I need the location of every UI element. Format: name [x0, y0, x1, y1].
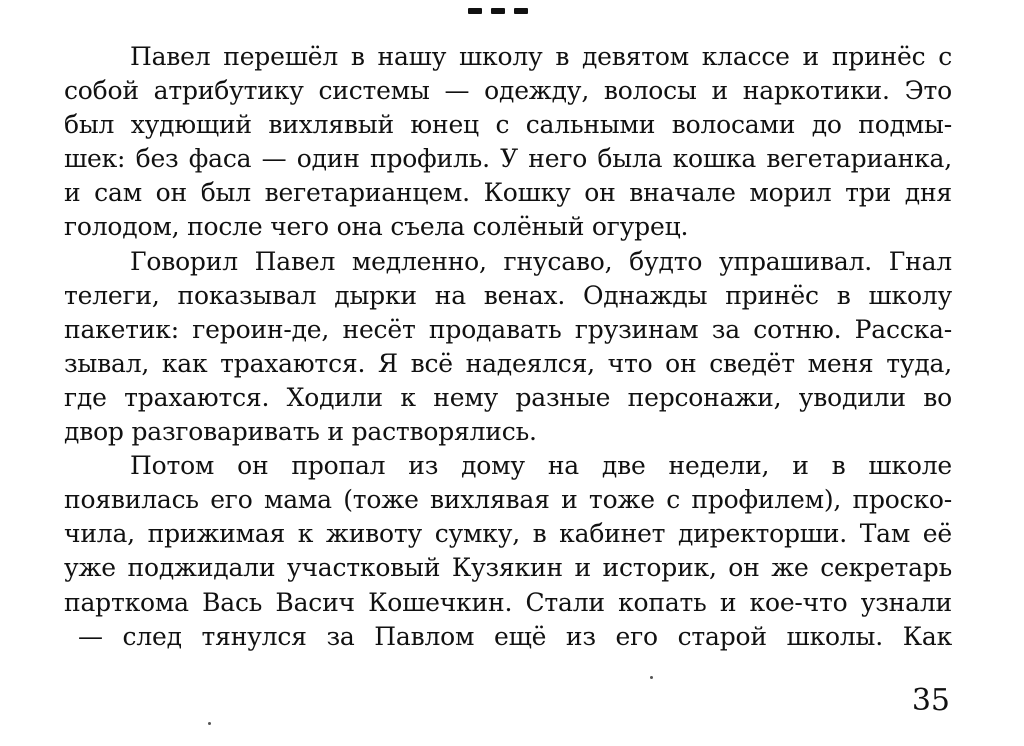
paragraph-1-line: был худющий вихлявый юнец с сальными волосами до подмы- — [64, 110, 952, 140]
scan-speck — [208, 722, 211, 725]
paragraph-2-line: Говорил Павел медленно, гнусаво, будто упрашивал. Гнал — [130, 246, 952, 276]
page-number: 35 — [911, 683, 950, 718]
separator-dash — [514, 8, 528, 14]
paragraph-1-line: и сам он был вегетарианцем. Кошку он вначале морил три дня — [64, 178, 952, 208]
paragraph-3-line: Потом он пропал из дому на две недели, и в школе — [130, 451, 952, 481]
paragraph-2-line: зывал, как трахаются. Я всё надеялся, что он сведёт меня туда, — [64, 348, 952, 378]
scan-speck — [650, 676, 653, 679]
paragraph-1-line: Павел перешёл в нашу школу в девятом классе и принёс с — [130, 42, 952, 71]
paragraph-2-line: телеги, показывал дырки на венах. Однажды принёс в школу — [64, 280, 952, 310]
paragraph-1-line: голодом, после чего она съела солёный огурец. — [64, 212, 689, 242]
body-text — [64, 40, 952, 654]
paragraph-1-line: шек: без фаса — один профиль. У него была кошка вегетарианка, — [64, 144, 952, 174]
paragraph-2-line: где трахаются. Ходили к нему разные персонажи, уводили во — [64, 382, 952, 412]
paragraph-3-line: чила, прижимая к животу сумку, в кабинет директорши. Там её — [64, 519, 952, 549]
paragraph-3-line: уже поджидали участковый Кузякин и историк, он же секретарь — [64, 553, 952, 583]
paragraph-3-line: появилась его мама (тоже вихлявая и тоже с профилем), проско- — [64, 485, 952, 515]
separator-dash — [491, 8, 505, 14]
section-separator — [468, 8, 528, 14]
paragraph-3-line: — след тянулся за Павлом ещё из его старой школы. Как — [78, 621, 952, 651]
paragraph-2-line: двор разговаривать и растворялись. — [64, 417, 537, 447]
paragraph-1-line: собой атрибутику системы — одежду, волосы и наркотики. Это — [64, 76, 952, 106]
paragraph-3-line: парткома Вась Васич Кошечкин. Стали копать и кое-что узнали — [64, 587, 952, 617]
paragraph-2-line: пакетик: героин-де, несёт продавать грузинам за сотню. Расска- — [64, 314, 952, 344]
separator-dash — [468, 8, 482, 14]
